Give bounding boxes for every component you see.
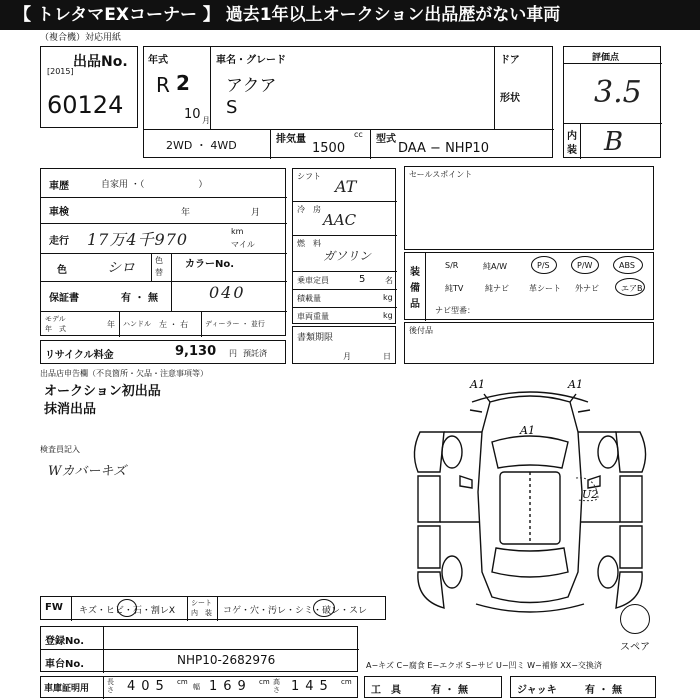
entry-label: 出品No. [73, 54, 128, 70]
exhibitor-label: 出品店申告欄（不良箇所・欠品・注意事項等） [40, 369, 208, 378]
equip-pw-circle [571, 256, 599, 274]
equipment-box [404, 252, 654, 320]
aircon-label: 冷 房 [297, 205, 321, 214]
interior-value: B [604, 127, 624, 157]
equip-sr: S/R [445, 261, 459, 270]
jack-value: 有 ・ 無 [585, 685, 622, 696]
door-label: ドア [500, 55, 520, 66]
equip-ps: P/S [537, 261, 550, 270]
history-label: 車歴 [49, 181, 69, 192]
equip-ext-navi: 外ナビ [575, 284, 599, 293]
dims-height-label: 高さ [273, 678, 280, 694]
equip-navi: 純ナビ [485, 284, 509, 293]
shift-label: シフト [297, 172, 321, 181]
mileage-label: 走行 [49, 236, 69, 247]
damage-mark-bonnet: A1 [520, 424, 535, 437]
score-box [563, 46, 661, 158]
load-label: 積載量 [297, 294, 321, 303]
mileage-unit-km: km [231, 227, 244, 236]
recycle-unit: 円 [229, 349, 237, 358]
equip-airbag: エアB [621, 284, 643, 293]
dims-unit-3: cm [341, 678, 352, 686]
color-no-label: カラーNo. [185, 259, 235, 270]
chassis-value: NHP10-2682976 [177, 653, 276, 667]
registration-label: 登録No. [45, 636, 85, 647]
recycle-label: リサイクル料金 [45, 350, 114, 361]
capacity-label: 乗車定員 [297, 276, 329, 285]
weight-label: 車両重量 [297, 312, 329, 321]
fuel-label: 燃 料 [297, 239, 321, 248]
equip-ps-circle [531, 256, 557, 274]
dims-width-label: 幅 [193, 683, 200, 691]
exhibitor-line-1: オークション初出品 [44, 384, 161, 399]
fw-label: FW [45, 602, 63, 613]
spare-label: スペア [620, 642, 650, 653]
left-grid [40, 168, 286, 336]
year-month: 10 [184, 107, 201, 122]
car-damage-diagram [400, 372, 660, 620]
damage-mark-right-door: U2 [582, 488, 599, 501]
model-value: DAA − NHP10 [398, 141, 489, 156]
score-label: 評価点 [592, 53, 620, 63]
equip-navi-model: ナビ型番： [435, 306, 475, 315]
sales-point-label: セールスポイント [409, 170, 473, 179]
jack-label: ジャッキ [517, 685, 557, 696]
header-banner: 【 トレタマEXコーナー 】 過去1年以上オークション出品歴がない車両 [0, 0, 700, 30]
damage-mark-front-left: A1 [470, 378, 485, 391]
car-name-label: 車名・グレード [216, 55, 286, 66]
equip-tv: 純TV [445, 284, 464, 293]
weight-unit: kg [383, 311, 393, 320]
inspection-label: 車検 [49, 207, 69, 218]
exhibitor-line-2: 抹消出品 [44, 402, 97, 417]
chassis-label: 車台No. [45, 659, 85, 670]
drive-type: 2WD ・ 4WD [166, 139, 237, 152]
color-no: 040 [209, 283, 246, 302]
dims-width: 169 [209, 679, 252, 694]
displacement-unit: cc [354, 130, 363, 139]
recycle-box [40, 340, 286, 364]
model-label: 型式 [376, 134, 396, 145]
handle-value: 左 ・ 右 [159, 320, 189, 329]
displacement-value: 1500 [312, 141, 346, 156]
jack-box [510, 676, 656, 698]
fw-row [40, 596, 386, 620]
interior-label-2: 装 [567, 145, 577, 156]
entry-box [40, 46, 138, 128]
displacement-label: 排気量 [276, 134, 306, 145]
tools-label: 工 具 [371, 685, 401, 696]
recycle-note: 預託済 [243, 349, 267, 358]
capacity-value: 5 [359, 274, 366, 285]
dims-unit-2: cm [259, 678, 270, 686]
equip-abs-circle [613, 256, 643, 274]
docs-deadline-label: 書類期限 [297, 333, 334, 343]
seat-label-1: シート [191, 599, 212, 607]
tools-box [364, 676, 502, 698]
equipment-label-3: 品 [410, 299, 420, 310]
seat-label-2: 内 装 [191, 609, 212, 617]
inspection-year: 年 [181, 208, 191, 218]
dimensions-box [40, 676, 358, 698]
aircon-value: AAC [323, 211, 357, 229]
interior-label-1: 内 [567, 131, 577, 142]
doc-type: （複合機）対応用紙 [40, 33, 122, 43]
dims-label: 車庫証明用 [44, 684, 90, 694]
recycle-value: 9,130 [175, 344, 217, 359]
fw-circle [117, 599, 137, 617]
inspector-label: 検査員記入 [40, 445, 80, 454]
seat-text: コゲ・穴・汚レ・シミ・破レ・スレ [223, 606, 368, 616]
damage-legend: A−キズ C−腐食 E−エクボ S−サビ U−凹ミ W−補修 XX−交換済 [366, 661, 602, 670]
top-info-box [143, 46, 553, 158]
docs-deadline-box [292, 326, 396, 364]
entry-year-tag: [2015] [47, 67, 74, 76]
mileage-unit-mile: マイル [231, 240, 255, 249]
score-value: 3.5 [594, 75, 642, 110]
fuel-value: ガソリン [323, 249, 372, 263]
equip-aw: 純A/W [483, 262, 508, 271]
damage-mark-front-right: A1 [568, 378, 583, 391]
dims-unit-1: cm [177, 678, 188, 686]
model-year-label-2: 年 式 [45, 325, 66, 333]
registration-box [40, 626, 358, 672]
color-change-1: 色 [155, 256, 163, 265]
model-year-label-1: モデル [45, 315, 66, 323]
dims-height: 145 [291, 679, 334, 694]
color-value: シロ [107, 260, 135, 276]
fw-text: キズ・ヒビ・石・割レX [79, 606, 175, 616]
equip-pw: P/W [577, 261, 593, 270]
dims-length-label: 長さ [107, 678, 114, 694]
equip-airbag-circle [615, 278, 645, 296]
load-unit: kg [383, 293, 393, 302]
year-era: R [156, 73, 170, 97]
docs-deadline-month: 月 [343, 352, 351, 361]
year-label: 年式 [148, 55, 168, 66]
equipment-label-2: 備 [410, 283, 420, 294]
seat-circle [313, 599, 335, 617]
middle-grid [292, 168, 396, 324]
shift-value: AT [335, 177, 357, 196]
handle-label: ハンドル [123, 320, 151, 328]
color-label: 色 [57, 265, 67, 276]
car-name: アクア [226, 76, 277, 96]
tools-value: 有 ・ 無 [431, 685, 468, 696]
equipment-label-1: 装 [410, 267, 420, 278]
entry-number: 60124 [47, 91, 124, 119]
docs-deadline-day: 日 [383, 352, 391, 361]
warranty-label: 保証書 [49, 293, 79, 304]
inspection-month: 月 [251, 208, 261, 218]
color-change-2: 替 [155, 268, 163, 277]
capacity-unit: 名 [385, 276, 393, 285]
inspector-note: Wカバーキズ [48, 464, 127, 479]
spare-tire-icon [620, 604, 650, 634]
dims-length: 405 [127, 679, 170, 694]
warranty-value: 有 ・ 無 [121, 293, 158, 304]
mileage-value: 17万4千970 [87, 230, 189, 249]
dealer-value: ディーラー ・ 並行 [205, 320, 265, 328]
year-month-unit: 月 [202, 116, 210, 125]
model-year-year: 年 [107, 320, 115, 329]
retrofit-box [404, 322, 654, 364]
retrofit-label: 後付品 [409, 326, 433, 335]
sales-point-box [404, 166, 654, 250]
shape-label: 形状 [500, 93, 520, 104]
equip-leather: 革シート [529, 284, 561, 293]
year-value: 2 [176, 71, 190, 95]
car-grade: S [226, 97, 238, 118]
equip-abs: ABS [619, 261, 635, 270]
history-value: 自家用 ・（ ） [101, 180, 208, 190]
